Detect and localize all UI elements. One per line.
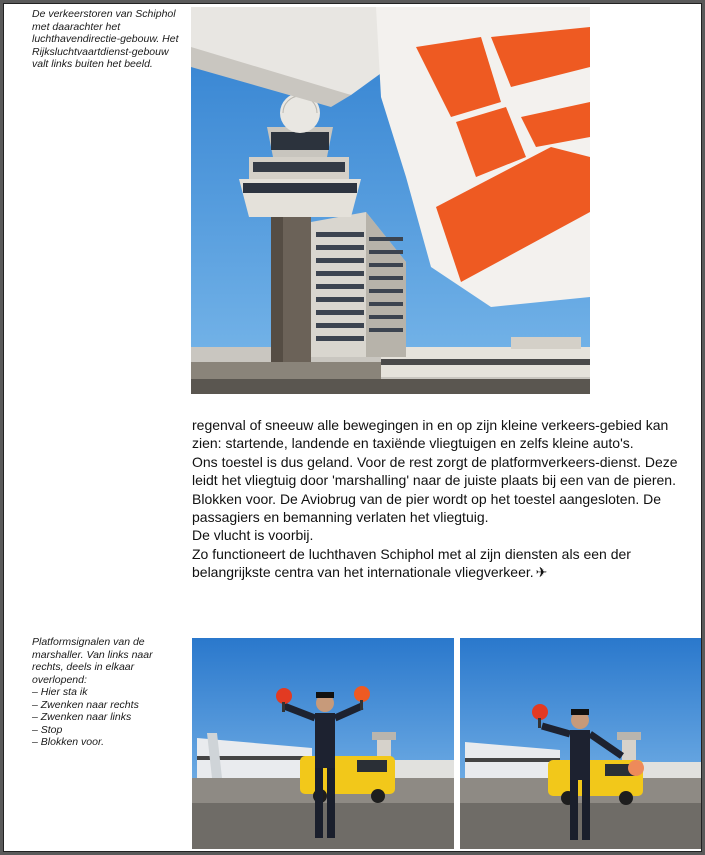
signal-list: [32, 686, 182, 749]
paragraph-last: [192, 545, 692, 582]
signal-item: – Hier sta ik: [32, 686, 182, 699]
paragraph-text: Zo functioneert de luchthaven Schiphol met al zijn diensten als een der belangrijkste centra van het internationale vliegverkeer.: [192, 545, 631, 581]
signal-item: – Zwenken naar rechts: [32, 699, 182, 712]
plane-icon: ✈: [535, 564, 548, 581]
photo-marshaller-right: [460, 638, 701, 849]
paragraph: De vlucht is voorbij.: [192, 527, 314, 544]
page: [3, 3, 702, 852]
caption-tower: De verkeerstoren van Schiphol met daarachter het luchthavendirectie-gebouw. Het Rijksluchtvaartdienst-gebouw valt links buiten het beeld.: [32, 8, 179, 70]
paragraph: Ons toestel is dus geland. Voor de rest zorgt de platformverkeers-dienst. Deze leidt het vliegtuig door 'marshalling' naar de juiste plaats bij een van de pieren.: [192, 453, 678, 489]
signal-item: – Blokken voor.: [32, 736, 182, 749]
paragraph: regenval of sneeuw alle bewegingen in en op zijn kleine verkeers-gebied kan zien: startende, landende en taxiënde vliegtuigen en zelfs kleine auto's.: [192, 417, 669, 452]
paragraph: Blokken voor. De Aviobrug van de pier wordt op het toestel aangesloten. De passagiers en bemanning verlaten het vliegtuig.: [192, 490, 662, 526]
body-text: [192, 416, 692, 582]
caption-intro: Platformsignalen van de marshaller. Van links naar rechts, deels in elkaar overlopend:: [32, 636, 153, 686]
photo-marshaller-left: [192, 638, 454, 849]
caption-marshaller: [32, 636, 182, 749]
signal-item: – Stop: [32, 724, 182, 737]
photo-control-tower: [191, 7, 590, 394]
signal-item: – Zwenken naar links: [32, 711, 182, 724]
